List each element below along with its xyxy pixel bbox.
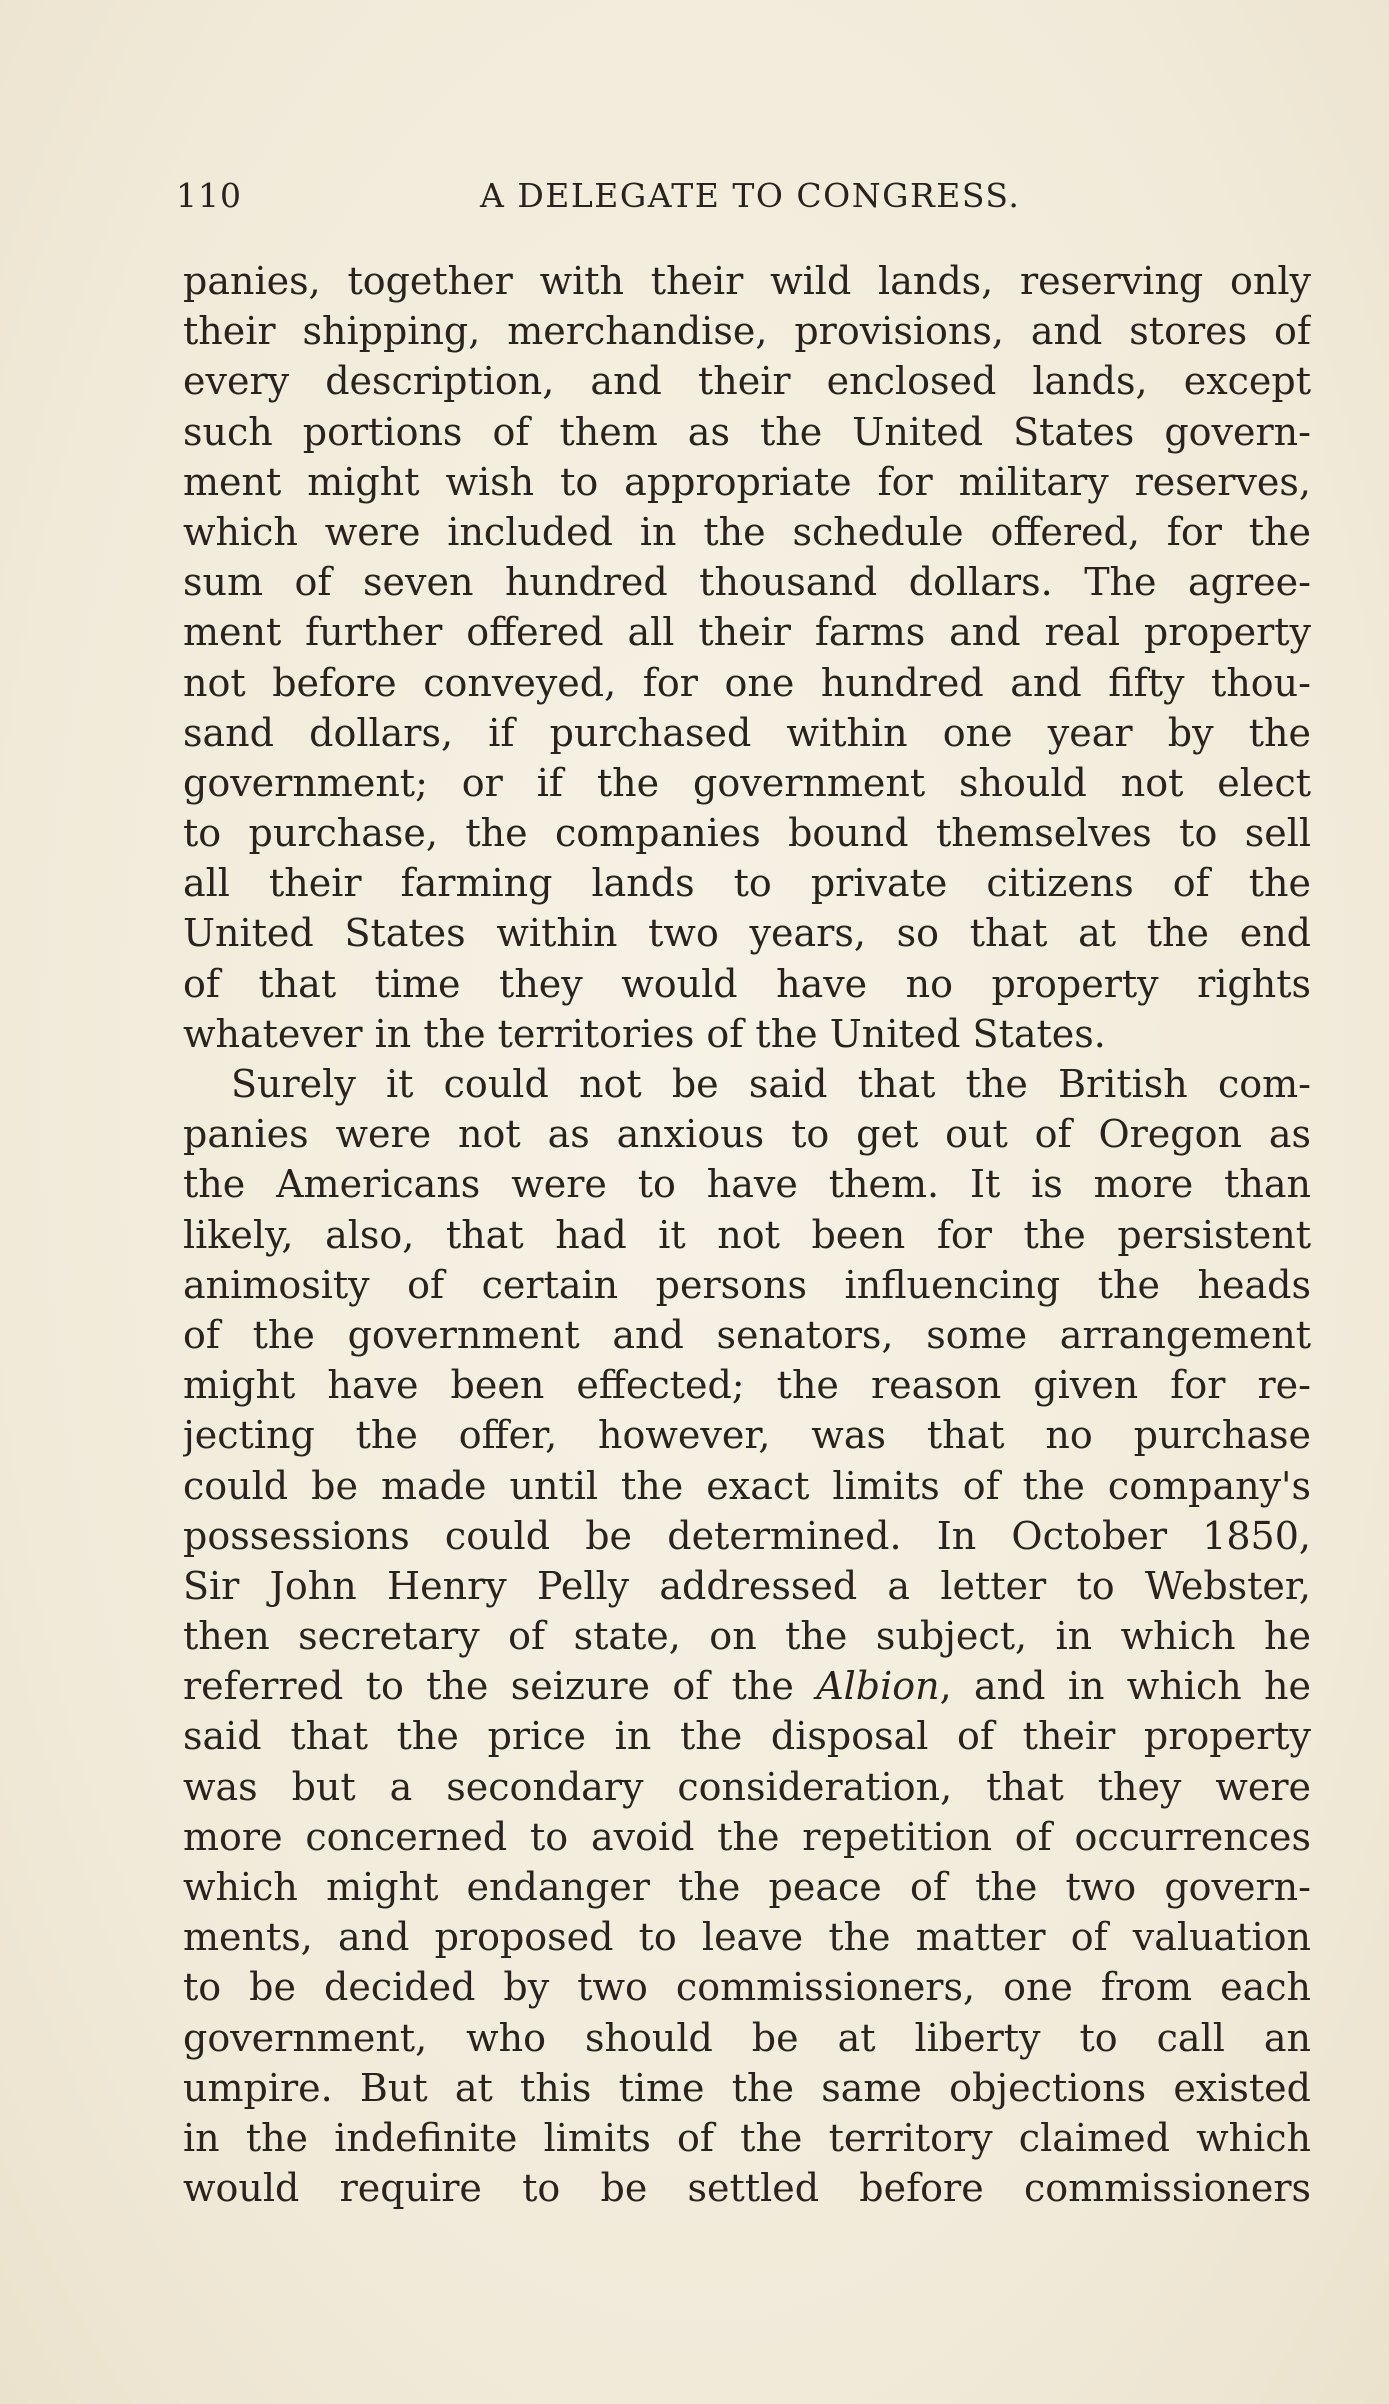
text-line: their shipping, merchandise, provisions, and stores of (183, 309, 1311, 354)
text-line: not before conveyed, for one hundred and fifty thou- (183, 660, 1311, 705)
text-line: might have been effected; the reason given for re- (183, 1363, 1311, 1408)
text-line: jecting the offer, however, was that no purchase (183, 1413, 1311, 1458)
text-line: in the indefinite limits of the territory claimed which (183, 2115, 1311, 2160)
text-line: possessions could be determined. In October 1850, (183, 1513, 1311, 1558)
line-text-before: referred to the seizure of the (183, 1664, 817, 1709)
text-line: ments, and proposed to leave the matter of valuation (183, 1915, 1311, 1960)
text-line: government; or if the government should not elect (183, 760, 1311, 805)
text-line: of that time they would have no property rights (183, 961, 1311, 1006)
text-line: was but a secondary consideration, that they were (183, 1764, 1311, 1809)
paragraph-start-line: Surely it could not be said that the British com- (231, 1062, 1311, 1106)
paragraph-end-line: whatever in the territories of the United States. (183, 1011, 1106, 1056)
text-line: United States within two years, so that at the end (183, 911, 1311, 956)
text-line: said that the price in the disposal of their property (183, 1714, 1311, 1759)
text-line: could be made until the exact limits of the company's (183, 1463, 1311, 1508)
text-line: all their farming lands to private citizens of the (183, 861, 1311, 906)
page-header (176, 176, 1311, 226)
text-line: panies, together with their wild lands, reserving only (183, 259, 1311, 303)
text-line: Sir John Henry Pelly addressed a letter to Webster, (183, 1563, 1311, 1608)
text-line: then secretary of state, on the subject, in which he (183, 1614, 1311, 1659)
text-line: sand dollars, if purchased within one year by the (183, 710, 1311, 755)
page-number: 110 (176, 176, 242, 215)
text-line: the Americans were to have them. It is more than (183, 1162, 1311, 1207)
text-line: panies were not as anxious to get out of Oregon as (183, 1112, 1311, 1157)
ship-name-albion: Albion (816, 1664, 940, 1709)
text-line: every description, and their enclosed lands, except (183, 359, 1311, 404)
text-line: animosity of certain persons influencing the heads (183, 1262, 1311, 1307)
text-line-with-italic (183, 1661, 1311, 1711)
text-line: government, who should be at liberty to call an (183, 2015, 1311, 2060)
text-line: ment might wish to appropriate for military reserves, (183, 459, 1311, 504)
text-line: to be decided by two commissioners, one from each (183, 1965, 1311, 2010)
text-line: of the government and senators, some arrangement (183, 1312, 1311, 1357)
text-line: likely, also, that had it not been for the persistent (183, 1212, 1311, 1257)
text-line: more concerned to avoid the repetition of occurrences (183, 1814, 1311, 1859)
text-line: would require to be settled before commissioners (183, 2166, 1311, 2211)
text-line: ment further offered all their farms and real property (183, 610, 1311, 655)
running-title: A DELEGATE TO CONGRESS. (480, 176, 1021, 215)
text-line: which were included in the schedule offered, for the (183, 509, 1311, 554)
text-line: umpire. But at this time the same objections existed (183, 2065, 1311, 2110)
line-text-after: , and in which he (939, 1664, 1311, 1709)
text-line: to purchase, the companies bound themselves to sell (183, 811, 1311, 856)
text-line: which might endanger the peace of the two govern- (183, 1865, 1311, 1909)
text-line: sum of seven hundred thousand dollars. The agree- (183, 560, 1311, 605)
text-line: such portions of them as the United States govern- (183, 409, 1311, 454)
body-text (183, 256, 1311, 2213)
